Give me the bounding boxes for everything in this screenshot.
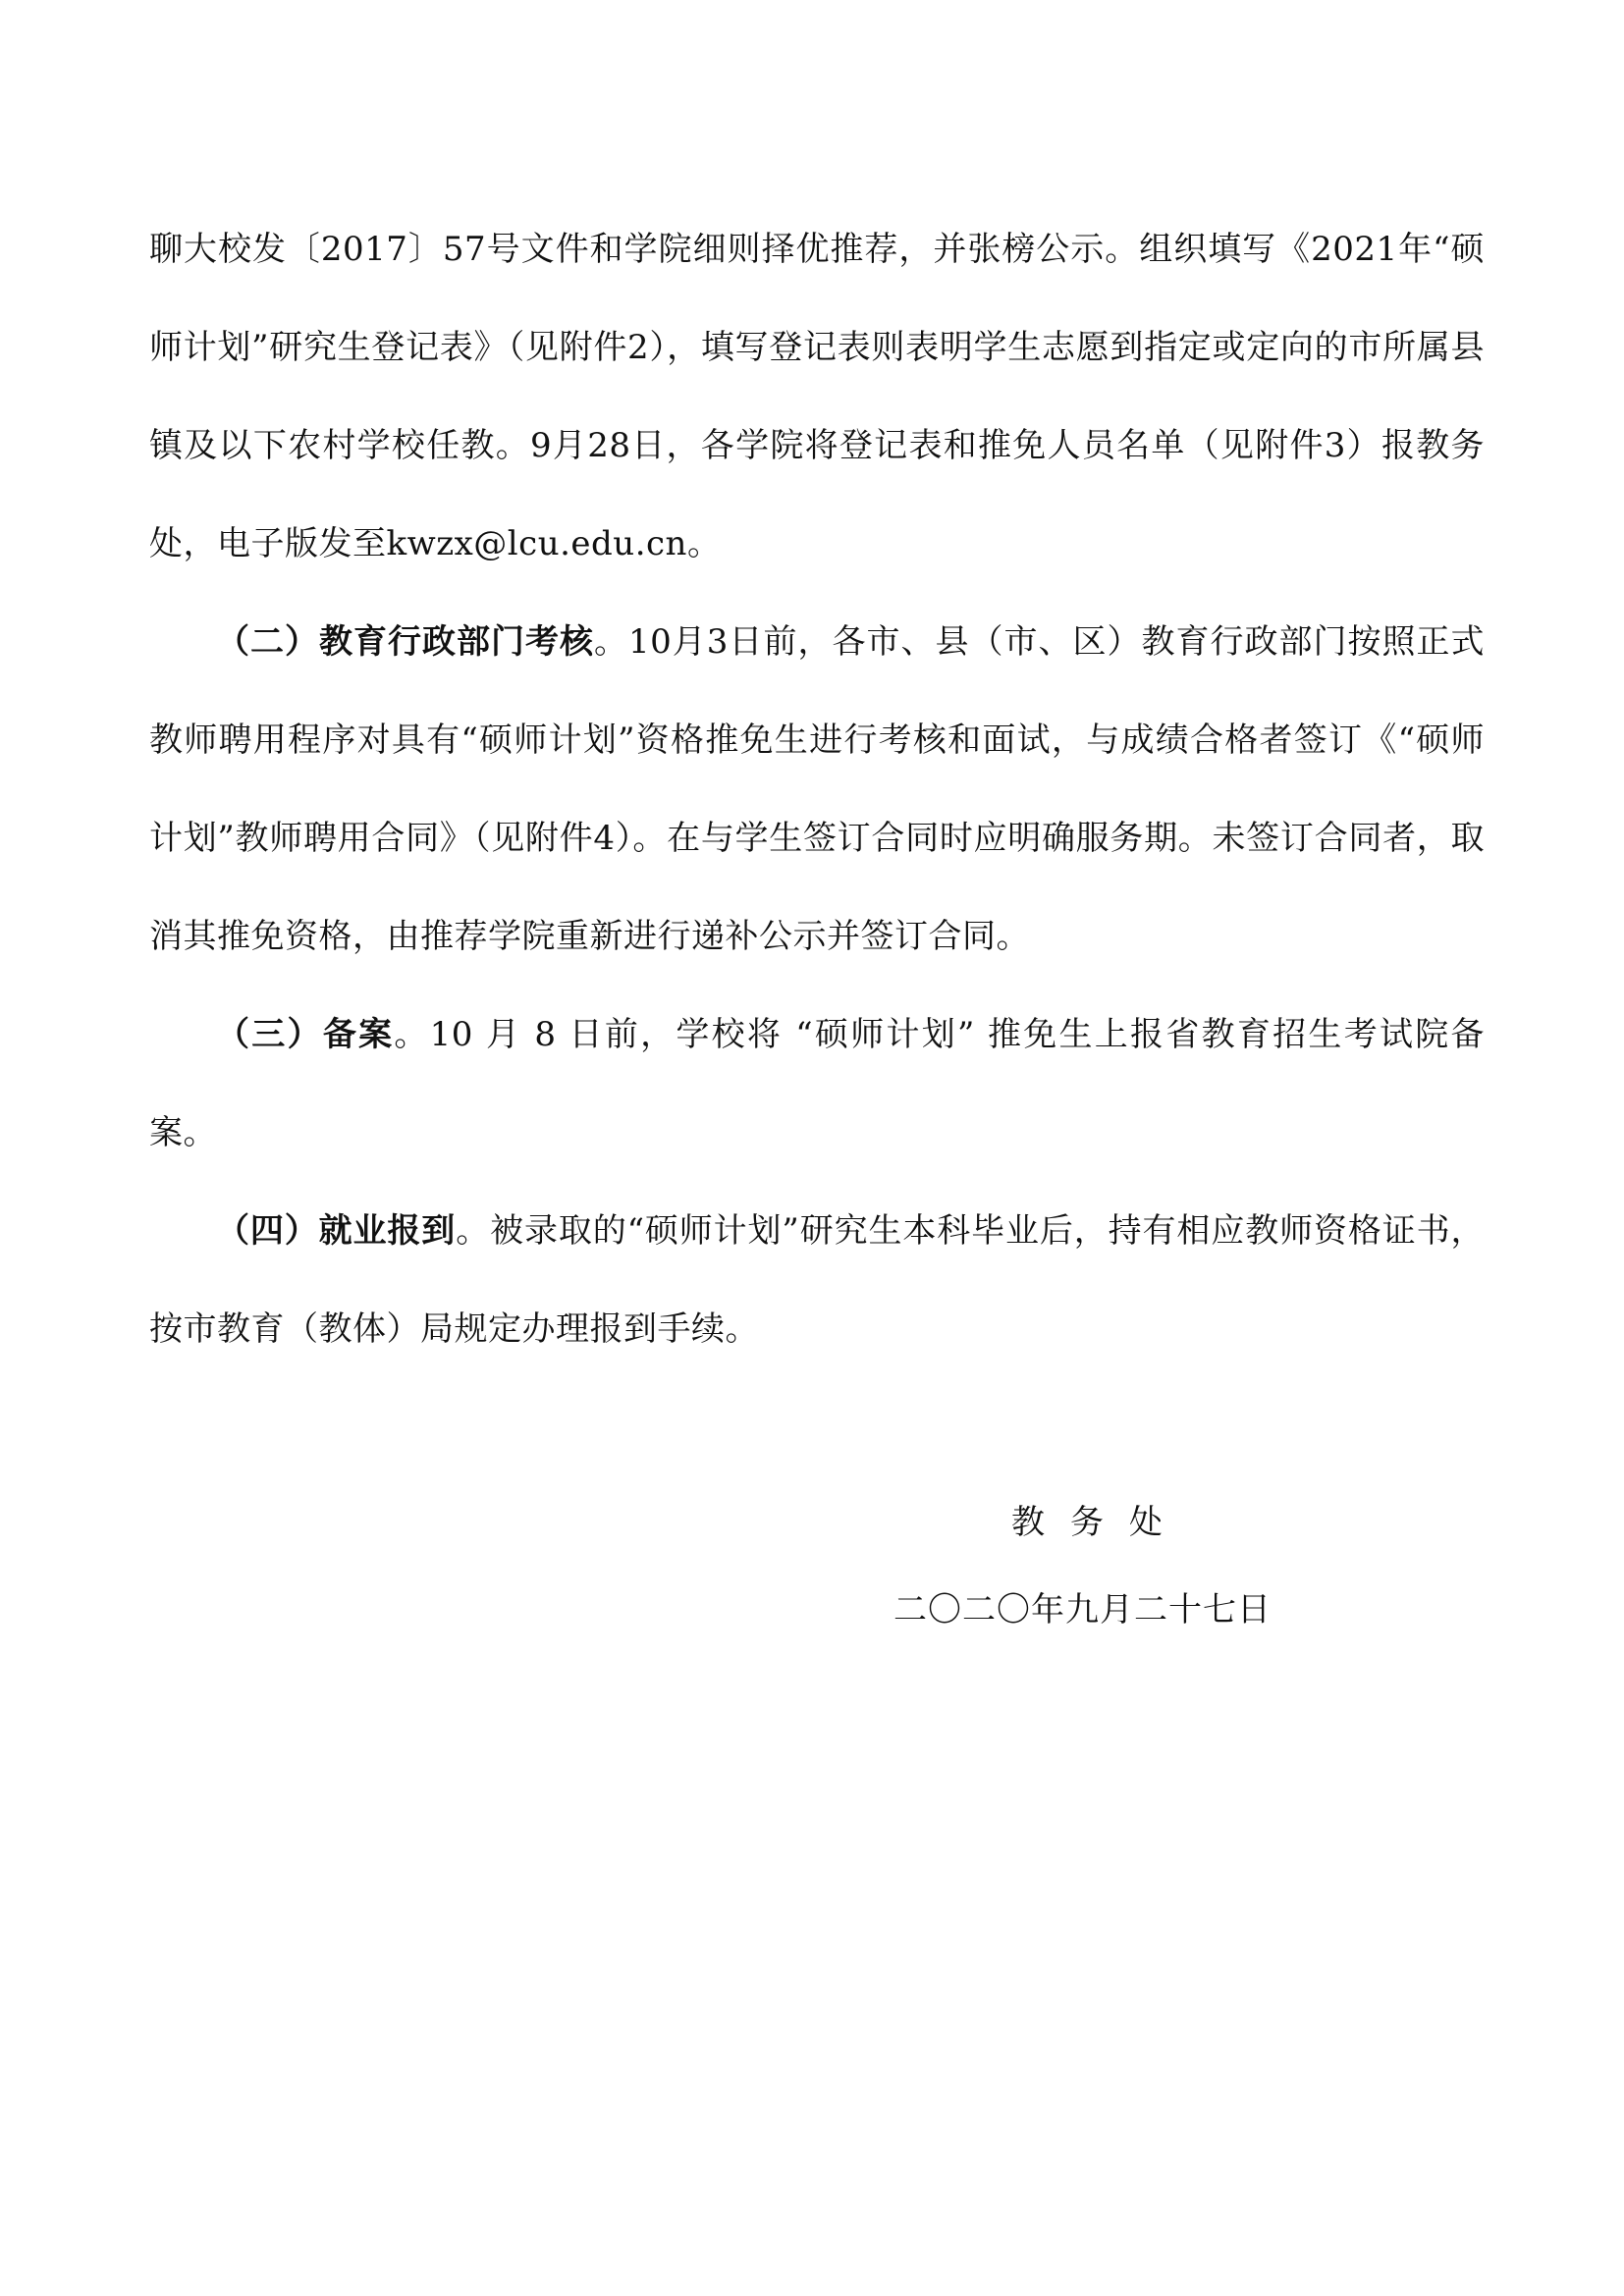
- paragraph-continuation: [149, 200, 1485, 593]
- paragraph-text: 。被录取的“硕师计划”研究生本科毕业后，持有相应教师资格证书，按市教育（教体）局规定办理报到手续。: [149, 1211, 1486, 1349]
- paragraph-section-4: [149, 1182, 1485, 1378]
- section-heading: （二）教育行政部门考核: [216, 622, 595, 662]
- paragraph-text: 。10月3日前，各市、县（市、区）教育行政部门按照正式教师聘用程序对具有“硕师计划”资格推免生进行考核和面试，与成绩合格者签订《“硕师计划”教师聘用合同》（见附件4）。在与学生签订合同时应明确服务期。未签订合同者，取消其推免资格，由推荐学院重新进行递补公示并签订合同。: [149, 622, 1485, 956]
- section-heading: （四）就业报到: [216, 1211, 457, 1251]
- paragraph-section-2: [149, 593, 1485, 986]
- document-body: [149, 200, 1485, 1378]
- signature-date: 二〇二〇年九月二十七日: [893, 1590, 1272, 1629]
- paragraph-text: 。10 月 8 日前，学校将 “硕师计划” 推免生上报省教育招生考试院备案。: [149, 1015, 1486, 1152]
- paragraph-text: 聊大校发〔2017〕57号文件和学院细则择优推荐，并张榜公示。组织填写《2021年“硕师计划”研究生登记表》（见附件2），填写登记表则表明学生志愿到指定或定向的市所属县镇及以下农村学校任教。9月28日，各学院将登记表和推免人员名单（见附件3）报教务处，电子版发至kwzx@lcu.edu.cn。: [149, 230, 1485, 563]
- section-heading: （三）备案: [216, 1015, 395, 1054]
- signature-organization: 教务处: [1011, 1503, 1188, 1542]
- paragraph-section-3: [149, 986, 1485, 1182]
